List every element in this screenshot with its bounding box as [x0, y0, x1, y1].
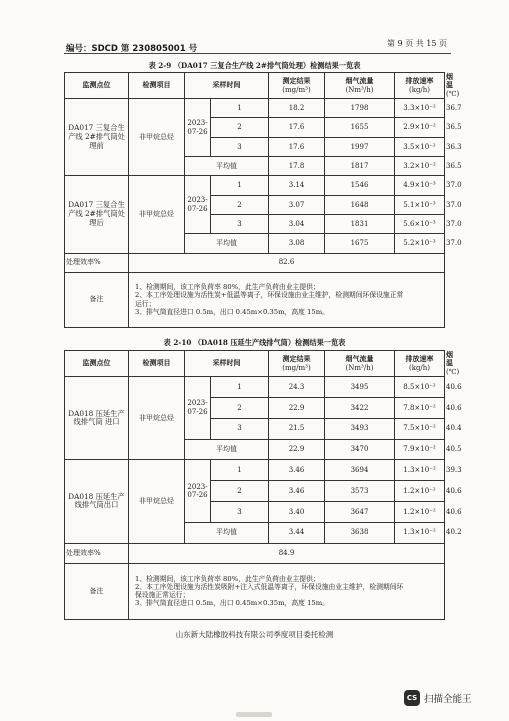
table-header-row: 监测点位 检测项目 采样时间 测定结果 (mg/m³) 烟气流量 (Nm³/h) 排放速率 (kg/h) 烟温 (℃) — [65, 351, 445, 377]
rate-value: 5.6×10⁻³ — [395, 214, 445, 233]
table-row: 2 17.6 1655 2.9×10⁻² 36.5 — [65, 118, 445, 137]
scan-shadow — [236, 712, 272, 717]
table-row: 2 22.9 3422 7.8×10⁻² 40.6 — [65, 397, 445, 418]
flow-value: 1997 — [325, 137, 395, 156]
average-rate: 7.9×10⁻² — [395, 439, 445, 460]
average-rate: 5.2×10⁻³ — [395, 234, 445, 253]
rate-value: 2.9×10⁻² — [395, 118, 445, 137]
remarks-label: 备注 — [65, 272, 129, 327]
col-time-label: 采样时间 — [212, 80, 241, 90]
average-rate: 3.2×10⁻² — [395, 157, 445, 176]
sample-number: 3 — [211, 214, 269, 233]
sampling-date: 2023-07-26 — [185, 377, 211, 439]
sampling-date: 2023-07-26 — [185, 99, 211, 157]
remarks-content — [129, 563, 445, 619]
flow-value: 3493 — [325, 418, 395, 439]
average-row: 平均值 3.44 3638 1.3×10⁻² 40.2 — [65, 522, 445, 543]
page-number: 第 9 页 共 15 页 — [387, 39, 447, 48]
remarks-row — [65, 272, 445, 327]
efficiency-label: 处理效率% — [65, 253, 129, 272]
remark-line: 2、本工序处理设施为活性炭+低温等离子，环保设施由业主维护，检测期间环保设施正常 — [135, 291, 404, 300]
average-label: 平均值 — [185, 522, 269, 543]
rate-value: 8.5×10⁻² — [395, 377, 445, 398]
header-rule — [64, 53, 451, 54]
remark-line: 1、检测期间，该工序负荷率 80%，此生产负荷由业主提供； — [135, 283, 320, 292]
concentration-value: 3.46 — [269, 481, 325, 502]
flow-value: 3647 — [325, 501, 395, 522]
rate-value: 7.8×10⁻² — [395, 397, 445, 418]
col-item-label: 检测项目 — [142, 80, 171, 90]
table-row: 3 3.04 1831 5.6×10⁻³ 37.0 — [65, 214, 445, 233]
table-row: DA017 三复合生产线 2#排气筒处理后 非甲烷总烃 2023-07-26 1 3.14 1546 4.9×10⁻³ 37.0 — [65, 176, 445, 195]
col-concentration-label: 测定结果 — [282, 76, 311, 86]
average-flow: 1817 — [325, 157, 395, 176]
test-item: 非甲烷总烃 — [129, 460, 185, 543]
efficiency-value: 82.6 — [129, 253, 445, 272]
sampling-date: 2023-07-26 — [185, 460, 211, 522]
flow-value: 3573 — [325, 481, 395, 502]
average-label: 平均值 — [185, 157, 269, 176]
remarks-content — [129, 272, 445, 327]
rate-value: 4.9×10⁻³ — [395, 176, 445, 195]
col-concentration-unit: (mg/m³) — [282, 363, 311, 372]
watermark-text: 扫描全能王 — [424, 694, 472, 705]
table1 — [64, 72, 462, 328]
concentration-value: 3.46 — [269, 460, 325, 481]
sample-number: 2 — [211, 195, 269, 214]
rate-value: 1.2×10⁻² — [395, 501, 445, 522]
col-point-label: 监测点位 — [82, 358, 111, 368]
col-concentration — [269, 351, 325, 377]
concentration-value: 17.6 — [269, 118, 325, 137]
flow-value: 1831 — [325, 214, 395, 233]
col-flow — [325, 73, 395, 99]
table2-caption: 表 2-10 （DA018 压延生产线排气筒）检测结果一览表 — [163, 338, 346, 347]
col-flow-label: 烟气流量 — [345, 354, 374, 364]
flow-value: 3422 — [325, 397, 395, 418]
table-row: DA017 三复合生产线 2#排气筒处理前 非甲烷总烃 2023-07-26 1 18.2 1798 3.3×10⁻² 36.7 — [65, 99, 445, 118]
col-rate-label: 排放速率 — [405, 76, 434, 86]
remark-line: 3、排气筒直径进口 0.5m，出口 0.45m×0.35m，高度 15m。 — [135, 307, 329, 316]
concentration-value: 17.6 — [269, 137, 325, 156]
col-flow-unit: (Nm³/h) — [345, 363, 374, 372]
remark-line: 1、检测期间，该工序负荷率 80%，此生产负荷由业主提供； — [135, 574, 320, 583]
remark-line: 3、排气筒直径进口 0.5m，出口 0.45m×0.35m，高度 15m。 — [135, 599, 329, 608]
test-item: 非甲烷总烃 — [129, 377, 185, 460]
scanner-watermark — [404, 690, 472, 706]
concentration-value: 3.07 — [269, 195, 325, 214]
col-flow-unit: (Nm³/h) — [345, 85, 374, 94]
table-row: 3 17.6 1997 3.5×10⁻² 36.3 — [65, 137, 445, 156]
col-rate-unit: (kg/h) — [408, 363, 431, 372]
table-header-row: 监测点位 检测项目 采样时间 测定结果 (mg/m³) 烟气流量 (Nm³/h) 排放速率 (kg/h) 烟温 (℃) — [65, 73, 445, 99]
flow-value: 1648 — [325, 195, 395, 214]
sample-number: 1 — [211, 176, 269, 195]
col-item — [129, 351, 185, 377]
flow-value: 1655 — [325, 118, 395, 137]
col-flow-label: 烟气流量 — [345, 76, 374, 86]
average-rate: 1.3×10⁻² — [395, 522, 445, 543]
col-item-label: 检测项目 — [142, 358, 171, 368]
test-item: 非甲烷总烃 — [129, 99, 185, 176]
sample-number: 3 — [211, 137, 269, 156]
rate-value: 1.2×10⁻² — [395, 481, 445, 502]
sample-number: 2 — [211, 118, 269, 137]
average-concentration: 3.44 — [269, 522, 325, 543]
table-row: 3 21.5 3493 7.5×10⁻² 40.4 — [65, 418, 445, 439]
average-label: 平均值 — [185, 439, 269, 460]
rate-value: 1.3×10⁻² — [395, 460, 445, 481]
remark-line: 保设施正常运行； — [135, 591, 190, 600]
col-time — [185, 73, 269, 99]
sample-number: 3 — [211, 501, 269, 522]
efficiency-label: 处理效率% — [65, 543, 129, 563]
sample-number: 1 — [211, 460, 269, 481]
sample-number: 1 — [211, 99, 269, 118]
rate-value: 7.5×10⁻² — [395, 418, 445, 439]
rate-value: 3.3×10⁻² — [395, 99, 445, 118]
col-point — [65, 351, 129, 377]
col-time — [185, 351, 269, 377]
concentration-value: 3.04 — [269, 214, 325, 233]
col-rate-label: 排放速率 — [405, 354, 434, 364]
table-row: 2 3.07 1648 5.1×10⁻³ 37.0 — [65, 195, 445, 214]
rate-value: 5.1×10⁻³ — [395, 195, 445, 214]
flow-value: 1546 — [325, 176, 395, 195]
test-item: 非甲烷总烃 — [129, 176, 185, 253]
flow-value: 3495 — [325, 377, 395, 398]
sample-number: 2 — [211, 397, 269, 418]
table1-caption: 表 2-9 （DA017 三复合生产线 2#排气筒处理）检测结果一览表 — [148, 61, 361, 70]
flow-value: 3694 — [325, 460, 395, 481]
average-row: 平均值 22.9 3470 7.9×10⁻² 40.5 — [65, 439, 445, 460]
average-flow: 3638 — [325, 522, 395, 543]
concentration-value: 22.9 — [269, 397, 325, 418]
footer-text: 山东新大陆橡胶科技有限公司季度项目委托检测 — [175, 630, 334, 639]
average-row: 平均值 3.08 1675 5.2×10⁻³ 37.0 — [65, 234, 445, 253]
monitoring-point: DA018 压延生产线排气筒 进口 — [65, 377, 129, 460]
col-point-label: 监测点位 — [82, 80, 111, 90]
concentration-value: 24.3 — [269, 377, 325, 398]
average-concentration: 17.8 — [269, 157, 325, 176]
monitoring-point: DA017 三复合生产线 2#排气筒处理前 — [65, 99, 129, 176]
remark-line: 运行； — [135, 299, 156, 308]
col-rate-unit: (kg/h) — [408, 85, 431, 94]
remarks-label: 备注 — [65, 563, 129, 619]
col-rate — [395, 351, 445, 377]
sampling-date: 2023-07-26 — [185, 176, 211, 234]
col-flow — [325, 351, 395, 377]
average-flow: 3470 — [325, 439, 395, 460]
efficiency-row — [65, 543, 445, 563]
efficiency-row — [65, 253, 445, 272]
col-rate — [395, 73, 445, 99]
sample-number: 3 — [211, 418, 269, 439]
col-time-label: 采样时间 — [212, 358, 241, 368]
remarks-row — [65, 563, 445, 619]
concentration-value: 18.2 — [269, 99, 325, 118]
concentration-value: 3.14 — [269, 176, 325, 195]
col-item — [129, 73, 185, 99]
camscanner-logo-icon: CS — [404, 690, 420, 706]
efficiency-value: 84.9 — [129, 543, 445, 563]
remark-line: 2、本工序处理设施为活性炭吸附+注入式低温等离子，环保设施由业主维护，检测期间环 — [135, 582, 404, 591]
table-row: 3 3.40 3647 1.2×10⁻² 40.6 — [65, 501, 445, 522]
document-number: 编号：SDCD 第 230805001 号 — [66, 44, 198, 54]
average-flow: 1675 — [325, 234, 395, 253]
flow-value: 1798 — [325, 99, 395, 118]
sample-number: 2 — [211, 481, 269, 502]
table-row: DA018 压延生产线排气筒出口 非甲烷总烃 2023-07-26 1 3.46 3694 1.3×10⁻² 39.3 — [65, 460, 445, 481]
col-concentration — [269, 73, 325, 99]
col-point — [65, 73, 129, 99]
sample-number: 1 — [211, 377, 269, 398]
monitoring-point: DA017 三复合生产线 2#排气筒处理后 — [65, 176, 129, 253]
table-row: 2 3.46 3573 1.2×10⁻² 40.6 — [65, 481, 445, 502]
concentration-value: 21.5 — [269, 418, 325, 439]
average-concentration: 22.9 — [269, 439, 325, 460]
table-row: DA018 压延生产线排气筒 进口 非甲烷总烃 2023-07-26 1 24.3 3495 8.5×10⁻² 40.6 — [65, 377, 445, 398]
concentration-value: 3.40 — [269, 501, 325, 522]
table2 — [64, 350, 462, 620]
average-label: 平均值 — [185, 234, 269, 253]
col-concentration-label: 测定结果 — [282, 354, 311, 364]
rate-value: 3.5×10⁻² — [395, 137, 445, 156]
average-row: 平均值 17.8 1817 3.2×10⁻² 36.5 — [65, 157, 445, 176]
average-concentration: 3.08 — [269, 234, 325, 253]
monitoring-point: DA018 压延生产线排气筒出口 — [65, 460, 129, 543]
col-concentration-unit: (mg/m³) — [282, 85, 311, 94]
